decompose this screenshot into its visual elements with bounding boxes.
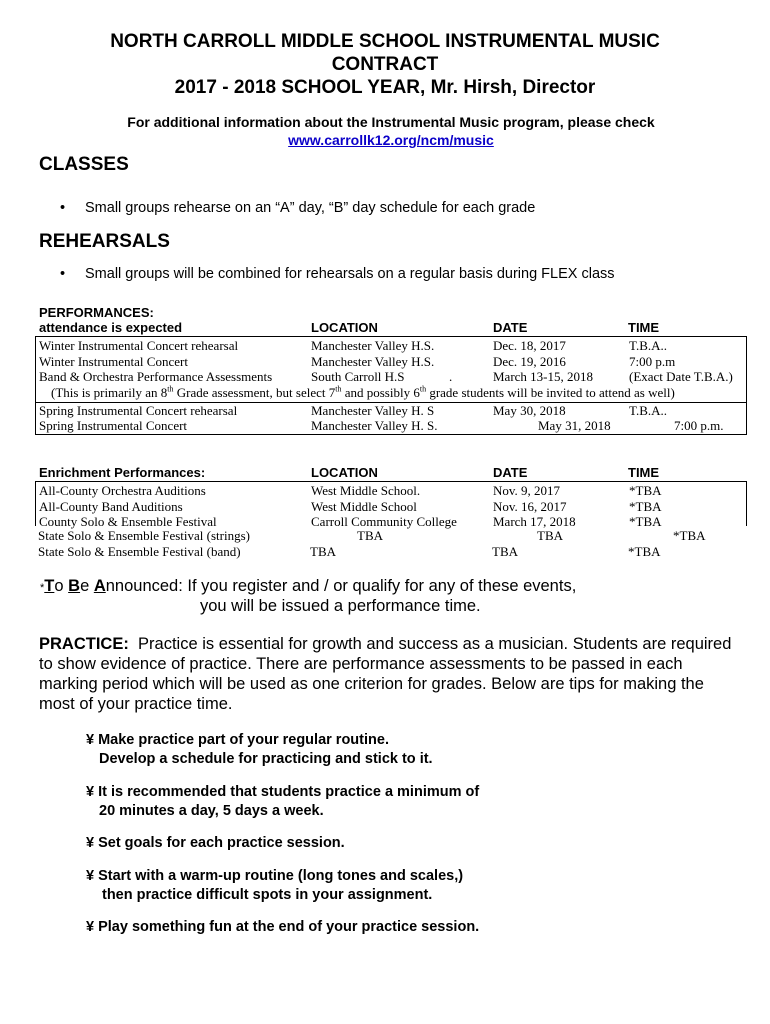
rehearsals-bullet-item	[60, 266, 615, 282]
practice-paragraph	[39, 634, 739, 714]
event-cell: Winter Instrumental Concert	[39, 354, 188, 369]
date-cell: TBA	[492, 544, 518, 559]
classes-bullet-text: Small groups rehearse on an “A” day, “B” day schedule for each grade	[85, 200, 536, 216]
col-date: DATE	[493, 465, 528, 480]
table-row	[36, 418, 748, 434]
event-cell: State Solo & Ensemble Festival (band)	[38, 544, 241, 559]
info-block	[0, 113, 770, 149]
col-location: LOCATION	[311, 465, 378, 480]
document-title	[0, 30, 770, 99]
location-cell: TBA	[357, 528, 383, 543]
date-cell: March 13-15, 2018	[493, 369, 594, 384]
title-line-2: CONTRACT	[331, 54, 439, 75]
location-cell: Carroll Community College	[311, 514, 457, 529]
classes-bullet-item	[60, 200, 535, 216]
time-cell: *TBA	[629, 499, 662, 514]
location-cell: Manchester Valley H.S.	[311, 338, 435, 353]
location-cell: TBA	[310, 544, 336, 559]
classes-heading: CLASSES	[39, 154, 129, 175]
table-row	[35, 544, 747, 560]
event-cell: Spring Instrumental Concert	[39, 418, 188, 433]
date-cell: Nov. 16, 2017	[493, 499, 567, 514]
date-cell: Dec. 18, 2017	[493, 338, 566, 353]
tip-line-2: Develop a schedule for practicing and stick to it.	[99, 751, 433, 767]
table-row	[36, 369, 748, 385]
title-line-3: 2017 - 2018 SCHOOL YEAR, Mr. Hirsh, Director	[174, 77, 596, 98]
col-time: TIME	[628, 465, 660, 480]
tba-note: *To Be Announced: If you register and / or qualify for any of these events,	[40, 577, 577, 595]
event-cell: State Solo & Ensemble Festival (strings)	[38, 528, 250, 543]
performances-label: PERFORMANCES:	[39, 305, 154, 320]
tip-line-1: ¥ Set goals for each practice session.	[86, 835, 345, 851]
time-cell: (Exact Date T.B.A.)	[629, 369, 733, 384]
assessment-note: (This is primarily an 8th Grade assessment, but select 7th and possibly 6th grade students will be invited to attend as well)	[51, 384, 675, 400]
tba-note-line-2: you will be issued a performance time.	[200, 597, 481, 615]
practice-label: PRACTICE:	[39, 635, 129, 653]
date-cell: Dec. 19, 2016	[493, 354, 566, 369]
time-cell: 7:00 p.m	[629, 354, 676, 369]
time-cell: *TBA	[629, 514, 662, 529]
tip-line-2: 20 minutes a day, 5 days a week.	[99, 803, 324, 819]
location-cell: West Middle School	[311, 499, 417, 514]
tip-line-1: ¥ Play something fun at the end of your practice session.	[86, 919, 480, 935]
time-cell: T.B.A..	[629, 403, 668, 418]
event-cell: Band & Orchestra Performance Assessments	[39, 369, 273, 384]
table-row	[36, 499, 748, 515]
time-cell: T.B.A..	[629, 338, 668, 353]
event-cell: County Solo & Ensemble Festival	[39, 514, 217, 529]
music-program-link[interactable]: www.carrollk12.org/ncm/music	[288, 132, 494, 148]
location-cell: South Carroll H.S	[311, 369, 405, 384]
table-row	[35, 528, 747, 544]
info-text: For additional information about the Instrumental Music program, please check	[127, 114, 655, 130]
date-cell: May 30, 2018	[493, 403, 566, 418]
enrichment-label: Enrichment Performances:	[39, 465, 206, 480]
practice-tip	[86, 834, 345, 853]
practice-tip	[86, 731, 433, 769]
col-location: LOCATION	[311, 320, 378, 335]
event-cell: Winter Instrumental Concert rehearsal	[39, 338, 239, 353]
attendance-label: attendance is expected	[39, 320, 183, 335]
date-cell: TBA	[537, 528, 563, 543]
date-cell: March 17, 2018	[493, 514, 576, 529]
performances-header	[39, 305, 749, 337]
time-cell: *TBA	[628, 544, 661, 559]
bullet-dot-icon: •	[60, 266, 66, 282]
location-cell: Manchester Valley H.S.	[311, 354, 435, 369]
bullet-dot-icon: •	[60, 200, 66, 216]
practice-tip	[86, 918, 479, 937]
col-date: DATE	[493, 320, 528, 335]
location-cell: Manchester Valley H. S	[311, 403, 435, 418]
table-row	[36, 354, 748, 370]
practice-tip	[86, 867, 463, 905]
event-cell: All-County Orchestra Auditions	[39, 483, 206, 498]
tip-line-1: ¥ Make practice part of your regular routine.	[86, 732, 389, 748]
location-cell: Manchester Valley H. S.	[311, 418, 438, 433]
tip-line-2: then practice difficult spots in your assignment.	[102, 887, 433, 903]
enrichment-table	[35, 481, 747, 529]
time-cell: 7:00 p.m.	[674, 418, 724, 433]
tip-line-1: ¥ It is recommended that students practice a minimum of	[86, 784, 480, 800]
rehearsals-bullet-text: Small groups will be combined for rehearsals on a regular basis during FLEX class	[85, 266, 615, 282]
practice-tip	[86, 783, 479, 821]
table-row	[36, 403, 748, 419]
performances-table	[35, 336, 747, 435]
col-time: TIME	[628, 320, 660, 335]
date-cell: May 31, 2018	[538, 418, 611, 433]
table-row	[36, 483, 748, 499]
stray-mark: .	[449, 369, 453, 384]
enrichment-header	[39, 465, 749, 481]
date-cell: Nov. 9, 2017	[493, 483, 561, 498]
time-cell: *TBA	[673, 528, 706, 543]
rehearsals-heading: REHEARSALS	[39, 231, 170, 252]
title-line-1: NORTH CARROLL MIDDLE SCHOOL INSTRUMENTAL MUSIC	[110, 31, 660, 52]
time-cell: *TBA	[629, 483, 662, 498]
practice-text: Practice is essential for growth and success as a musician. Students are required to show evidence of practice. There are performance assessments to be passed in each marking period which will be used as one criterion for grades. Below are tips for making the most of your practice time.	[39, 635, 732, 713]
event-cell: Spring Instrumental Concert rehearsal	[39, 403, 238, 418]
assessment-note-row	[36, 385, 748, 401]
event-cell: All-County Band Auditions	[39, 499, 183, 514]
tip-line-1: ¥ Start with a warm-up routine (long tones and scales,)	[86, 868, 464, 884]
location-cell: West Middle School.	[311, 483, 421, 498]
table-row	[36, 338, 748, 354]
